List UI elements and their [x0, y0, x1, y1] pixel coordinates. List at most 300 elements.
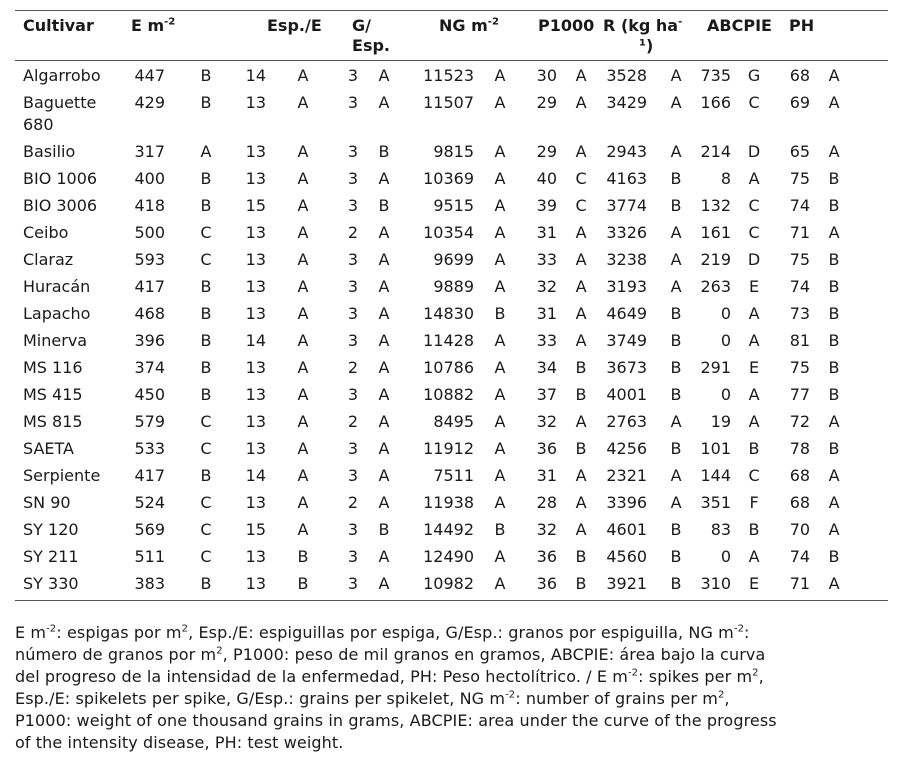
cell-g-esp-letter: A: [378, 331, 390, 350]
cell-esp-e-letter: A: [297, 66, 309, 85]
cell-cultivar: Minerva: [23, 331, 88, 350]
cell-r: 2943: [606, 142, 648, 161]
cell-g-esp: 3: [347, 66, 359, 85]
cell-g-esp-letter: A: [378, 250, 390, 269]
cell-ng-m2: 14492: [423, 520, 475, 539]
cell-g-esp-letter: A: [378, 358, 390, 377]
cell-esp-e-letter: A: [297, 493, 309, 512]
cell-g-esp-letter: A: [378, 277, 390, 296]
cell-esp-e: 13: [245, 412, 266, 431]
cell-ng-m2: 11428: [423, 331, 475, 350]
table-row: [15, 357, 888, 384]
cell-esp-e-letter: B: [297, 574, 309, 593]
cell-r: 4001: [606, 385, 648, 404]
cell-ng-m2: 10786: [423, 358, 475, 377]
footnote-line-4: Esp./E: spikelets per spike, G/Esp.: grains per spikelet, NG $m^{-2}$: number of grains per $m^2$,: [15, 689, 730, 708]
cell-r: 4560: [606, 547, 648, 566]
cell-abcpie-letter: A: [748, 304, 760, 323]
cell-ng-m2-letter: A: [494, 223, 506, 242]
cell-r-letter: B: [670, 574, 682, 593]
cell-ph: 71: [789, 223, 811, 242]
table-footnote: [15, 622, 891, 754]
cell-esp-e-letter: A: [297, 169, 309, 188]
cell-p1000: 32: [536, 520, 558, 539]
cell-g-esp: 3: [347, 574, 359, 593]
cell-ng-m2-letter: A: [494, 385, 506, 404]
cell-ph: 74: [789, 196, 811, 215]
cell-g-esp: 2: [347, 493, 359, 512]
cell-r-letter: A: [670, 493, 682, 512]
table-row: [15, 546, 888, 573]
cell-ng-m2-letter: A: [494, 196, 506, 215]
cell-cultivar: SAETA: [23, 439, 74, 458]
cell-ng-m2: 10354: [423, 223, 475, 242]
cell-ng-m2-letter: A: [494, 331, 506, 350]
cell-esp-e: 13: [245, 547, 266, 566]
cell-p1000-letter: A: [575, 520, 587, 539]
cell-p1000: 36: [536, 439, 558, 458]
row-spacer: [852, 276, 888, 303]
table-row: [15, 303, 888, 330]
cell-ng-m2-letter: A: [494, 412, 506, 431]
cell-e-m2-letter: C: [200, 547, 212, 566]
cell-abcpie: 161: [700, 223, 732, 242]
cell-r: 3528: [606, 66, 648, 85]
row-spacer: [852, 465, 888, 492]
footnote-line-3: del progreso de la intensidad de la enfermedad, PH: Peso hectolítrico. / E $m^{-2}$: spikes per $m^2$,: [15, 667, 764, 686]
table-row: [15, 92, 888, 141]
cell-g-esp: 3: [347, 169, 359, 188]
table-row: [15, 438, 888, 465]
cell-r-letter: A: [670, 66, 682, 85]
cell-g-esp: 3: [347, 304, 359, 323]
row-spacer: [852, 492, 888, 519]
cell-r-letter: B: [670, 331, 682, 350]
cell-ng-m2-letter: A: [494, 547, 506, 566]
cell-ph-letter: A: [828, 142, 840, 161]
cell-p1000: 29: [536, 93, 558, 112]
cell-r: 3396: [606, 493, 648, 512]
cell-g-esp-letter: B: [378, 196, 390, 215]
cell-esp-e: 13: [245, 250, 266, 269]
cell-abcpie-letter: A: [748, 547, 760, 566]
cell-e-m2: 417: [134, 277, 165, 296]
cell-abcpie: 0: [720, 547, 732, 566]
cell-r: 3921: [606, 574, 648, 593]
cell-ng-m2-letter: A: [494, 66, 506, 85]
cell-e-m2-letter: B: [200, 331, 212, 350]
cell-ph: 75: [789, 169, 811, 188]
cell-e-m2: 593: [134, 250, 165, 269]
table-row: [15, 411, 888, 438]
cell-ph: 68: [789, 493, 811, 512]
cell-ng-m2-letter: A: [494, 358, 506, 377]
table-row: [15, 141, 888, 168]
row-spacer: [852, 222, 888, 249]
header-e-m2: E $m^{-2}$: [131, 16, 176, 35]
cell-g-esp-letter: A: [378, 466, 390, 485]
cell-g-esp: 3: [347, 466, 359, 485]
cell-e-m2-letter: C: [200, 412, 212, 431]
cell-r: 3774: [606, 196, 648, 215]
cell-r-letter: B: [670, 547, 682, 566]
cell-abcpie: 144: [700, 466, 732, 485]
cell-abcpie: 263: [700, 277, 732, 296]
cell-r: 3429: [606, 93, 648, 112]
cell-ng-m2: 10882: [423, 385, 475, 404]
cell-r-letter: B: [670, 385, 682, 404]
cell-r-letter: B: [670, 358, 682, 377]
cell-e-m2-letter: C: [200, 223, 212, 242]
cell-p1000-letter: A: [575, 304, 587, 323]
row-spacer: [852, 92, 888, 141]
cell-ng-m2: 11938: [423, 493, 475, 512]
cell-e-m2: 396: [134, 331, 165, 350]
cell-e-m2-letter: C: [200, 439, 212, 458]
cell-abcpie-letter: C: [748, 466, 760, 485]
cell-ph-letter: B: [828, 331, 840, 350]
cell-g-esp: 3: [347, 520, 359, 539]
cell-p1000-letter: C: [575, 169, 587, 188]
cell-g-esp: 3: [347, 277, 359, 296]
cell-esp-e: 13: [245, 169, 266, 188]
cell-abcpie: 101: [700, 439, 732, 458]
cell-ph-letter: B: [828, 196, 840, 215]
cell-ng-m2-letter: B: [494, 304, 506, 323]
cell-p1000-letter: A: [575, 331, 587, 350]
header-p1000: P1000: [538, 16, 595, 35]
cell-e-m2: 418: [134, 196, 165, 215]
cell-esp-e: 13: [245, 93, 266, 112]
cell-e-m2-letter: B: [200, 385, 212, 404]
cell-r: 2763: [606, 412, 648, 431]
cell-p1000-letter: B: [575, 385, 587, 404]
cell-r: 3749: [606, 331, 648, 350]
cell-e-m2: 533: [134, 439, 165, 458]
cell-ph: 70: [789, 520, 811, 539]
cell-ph: 68: [789, 66, 811, 85]
table-row: [15, 276, 888, 303]
cell-p1000-letter: B: [575, 358, 587, 377]
cell-esp-e-letter: A: [297, 142, 309, 161]
cell-g-esp-letter: A: [378, 93, 390, 112]
footnote-line-6: of the intensity disease, PH: test weight.: [15, 733, 344, 752]
cell-esp-e-letter: A: [297, 304, 309, 323]
cell-ph-letter: A: [828, 412, 840, 431]
cell-cultivar: MS 815: [23, 412, 83, 431]
cell-ng-m2-letter: A: [494, 169, 506, 188]
cell-ph-letter: B: [828, 277, 840, 296]
row-spacer: [852, 546, 888, 573]
cell-esp-e: 15: [245, 196, 266, 215]
cell-r-letter: B: [670, 439, 682, 458]
header-esp-e: Esp./E: [267, 16, 322, 35]
cell-ph-letter: B: [828, 358, 840, 377]
cell-r: 3673: [606, 358, 648, 377]
cell-ng-m2-letter: A: [494, 142, 506, 161]
table-row: [15, 465, 888, 492]
cell-e-m2-letter: B: [200, 574, 212, 593]
cell-e-m2: 500: [134, 223, 165, 242]
cell-e-m2: 447: [134, 66, 165, 85]
cell-cultivar: Algarrobo: [23, 66, 101, 85]
cell-e-m2: 383: [134, 574, 165, 593]
cell-g-esp: 3: [347, 196, 359, 215]
cell-abcpie: 735: [700, 66, 732, 85]
cell-p1000-letter: A: [575, 93, 587, 112]
cell-g-esp: 2: [347, 358, 359, 377]
cell-ph: 73: [789, 304, 811, 323]
cell-esp-e-letter: A: [297, 277, 309, 296]
cell-ph-letter: B: [828, 169, 840, 188]
cell-ph-letter: A: [828, 466, 840, 485]
cell-esp-e-letter: A: [297, 520, 309, 539]
cell-p1000: 39: [536, 196, 558, 215]
cell-e-m2: 579: [134, 412, 165, 431]
header-abcpie: ABCPIE: [707, 16, 772, 35]
cell-cultivar: SY 330: [23, 574, 79, 593]
cell-r: 2321: [606, 466, 648, 485]
cell-p1000: 30: [536, 66, 558, 85]
cell-g-esp: 3: [347, 385, 359, 404]
cell-abcpie: 219: [700, 250, 732, 269]
cell-g-esp-letter: A: [378, 304, 390, 323]
cell-p1000: 33: [536, 331, 558, 350]
header-r: R (kg ha- ¹): [603, 16, 683, 55]
cell-g-esp-letter: B: [378, 520, 390, 539]
cell-cultivar: SN 90: [23, 493, 71, 512]
table-row: [15, 384, 888, 411]
cell-r-letter: A: [670, 93, 682, 112]
table-row: [15, 195, 888, 222]
cell-g-esp-letter: A: [378, 169, 390, 188]
cell-ph: 69: [789, 93, 811, 112]
cell-cultivar: MS 116: [23, 358, 83, 377]
table-row: [15, 61, 888, 93]
cell-esp-e: 13: [245, 574, 266, 593]
cell-ng-m2: 11507: [423, 93, 475, 112]
cell-p1000: 32: [536, 277, 558, 296]
cell-esp-e-letter: A: [297, 93, 309, 112]
cell-ng-m2: 10982: [423, 574, 475, 593]
cell-cultivar: Huracán: [23, 277, 91, 296]
cell-g-esp-letter: B: [378, 142, 390, 161]
cell-g-esp: 3: [347, 547, 359, 566]
cell-ng-m2-letter: A: [494, 277, 506, 296]
cell-abcpie-letter: A: [748, 169, 760, 188]
table-row: [15, 573, 888, 601]
cell-p1000: 31: [536, 223, 558, 242]
cell-abcpie-letter: C: [748, 223, 760, 242]
cell-ng-m2-letter: A: [494, 250, 506, 269]
cell-abcpie: 0: [720, 304, 732, 323]
cell-ng-m2: 11912: [423, 439, 475, 458]
cell-r-letter: A: [670, 223, 682, 242]
cell-esp-e-letter: A: [297, 412, 309, 431]
cell-abcpie-letter: C: [748, 196, 760, 215]
table-row: [15, 519, 888, 546]
cell-p1000-letter: A: [575, 66, 587, 85]
footnote-line-2: número de granos por $m^2$, P1000: peso de mil granos en gramos, ABCPIE: área bajo la curva: [15, 645, 766, 664]
cell-cultivar: Baguette 680: [23, 93, 97, 134]
row-spacer: [852, 168, 888, 195]
cell-p1000: 40: [536, 169, 558, 188]
cell-ng-m2: 11523: [423, 66, 475, 85]
cell-r-letter: B: [670, 196, 682, 215]
cell-p1000-letter: C: [575, 196, 587, 215]
cell-abcpie-letter: F: [749, 493, 759, 512]
cell-abcpie-letter: D: [747, 250, 761, 269]
cell-abcpie: 0: [720, 331, 732, 350]
cell-r-letter: A: [670, 250, 682, 269]
cell-ph-letter: B: [828, 439, 840, 458]
cell-ng-m2-letter: A: [494, 493, 506, 512]
cell-g-esp-letter: A: [378, 493, 390, 512]
cell-abcpie: 291: [700, 358, 732, 377]
cell-r: 3238: [606, 250, 648, 269]
table-row: [15, 330, 888, 357]
cell-ng-m2: 10369: [423, 169, 475, 188]
cell-r: 4601: [606, 520, 648, 539]
header-g-esp: G/ Esp.: [352, 16, 390, 55]
cell-esp-e-letter: A: [297, 358, 309, 377]
cell-abcpie-letter: C: [748, 93, 760, 112]
cell-r: 4256: [606, 439, 648, 458]
cell-abcpie: 310: [700, 574, 732, 593]
cell-esp-e-letter: A: [297, 223, 309, 242]
cell-ph-letter: A: [828, 493, 840, 512]
cell-r: 4649: [606, 304, 648, 323]
footnote-line-5: P1000: weight of one thousand grains in grams, ABCPIE: area under the curve of the progress: [15, 711, 777, 730]
cell-r-letter: B: [670, 169, 682, 188]
cell-abcpie-letter: D: [747, 142, 761, 161]
cell-ph: 74: [789, 547, 811, 566]
cell-abcpie-letter: G: [747, 66, 761, 85]
cell-cultivar: MS 415: [23, 385, 83, 404]
cultivar-results-table: [15, 10, 888, 601]
cell-e-m2-letter: B: [200, 66, 212, 85]
cell-ph: 78: [789, 439, 811, 458]
cell-g-esp-letter: A: [378, 439, 390, 458]
cell-ng-m2: 9515: [433, 196, 475, 215]
cell-g-esp-letter: A: [378, 66, 390, 85]
cell-g-esp-letter: A: [378, 385, 390, 404]
cell-cultivar: SY 211: [23, 547, 79, 566]
cell-cultivar: BIO 3006: [23, 196, 98, 215]
header-cultivar: Cultivar: [23, 16, 94, 35]
cell-ph-letter: B: [828, 250, 840, 269]
cell-g-esp: 3: [347, 331, 359, 350]
cell-r-letter: B: [670, 520, 682, 539]
cell-e-m2-letter: B: [200, 277, 212, 296]
cell-e-m2-letter: B: [200, 466, 212, 485]
cell-esp-e: 13: [245, 358, 266, 377]
cell-abcpie-letter: A: [748, 385, 760, 404]
row-spacer: [852, 573, 888, 601]
cell-abcpie: 132: [700, 196, 732, 215]
cell-esp-e: 14: [245, 331, 266, 350]
cell-ng-m2: 9815: [433, 142, 475, 161]
cell-ng-m2-letter: A: [494, 574, 506, 593]
cell-e-m2-letter: B: [200, 358, 212, 377]
cell-ph-letter: A: [828, 520, 840, 539]
cell-esp-e: 13: [245, 142, 266, 161]
cell-r: 4163: [606, 169, 648, 188]
cell-ph: 75: [789, 250, 811, 269]
cell-ph-letter: A: [828, 66, 840, 85]
cell-esp-e-letter: A: [297, 385, 309, 404]
cell-cultivar: Lapacho: [23, 304, 91, 323]
cell-e-m2: 468: [134, 304, 165, 323]
cell-cultivar: Ceibo: [23, 223, 69, 242]
cell-abcpie-letter: E: [748, 358, 760, 377]
cell-r-letter: A: [670, 412, 682, 431]
cell-p1000: 37: [536, 385, 558, 404]
cell-ng-m2-letter: A: [494, 466, 506, 485]
cell-ng-m2: 9699: [433, 250, 475, 269]
cell-cultivar: Basilio: [23, 142, 76, 161]
cell-abcpie: 0: [720, 385, 732, 404]
cell-abcpie-letter: E: [748, 277, 760, 296]
cell-ph-letter: A: [828, 93, 840, 112]
cell-p1000-letter: B: [575, 439, 587, 458]
cell-esp-e-letter: A: [297, 439, 309, 458]
cell-esp-e-letter: A: [297, 331, 309, 350]
table-row: [15, 168, 888, 195]
cell-abcpie: 8: [720, 169, 732, 188]
cell-e-m2: 429: [134, 93, 165, 112]
cell-p1000-letter: B: [575, 547, 587, 566]
cell-ng-m2: 12490: [423, 547, 475, 566]
cell-g-esp-letter: A: [378, 547, 390, 566]
table-row: [15, 249, 888, 276]
cell-e-m2-letter: A: [200, 142, 212, 161]
cell-esp-e: 14: [245, 66, 266, 85]
cell-e-m2-letter: C: [200, 250, 212, 269]
cell-ph: 72: [789, 412, 811, 431]
footnote-line-1: E $m^{-2}$: espigas por $m^2$, Esp./E: espiguillas por espiga, G/Esp.: granos por espiguilla, NG $m^{-2}$:: [15, 623, 750, 642]
cell-p1000-letter: A: [575, 493, 587, 512]
cell-p1000: 32: [536, 412, 558, 431]
row-spacer: [852, 303, 888, 330]
cell-esp-e: 13: [245, 223, 266, 242]
cell-e-m2-letter: C: [200, 493, 212, 512]
cell-ph-letter: B: [828, 304, 840, 323]
cell-e-m2-letter: B: [200, 304, 212, 323]
cell-e-m2: 524: [134, 493, 165, 512]
cell-r-letter: A: [670, 277, 682, 296]
cell-ng-m2: 8495: [433, 412, 475, 431]
cell-abcpie: 214: [700, 142, 732, 161]
cell-ph: 71: [789, 574, 811, 593]
cell-g-esp-letter: A: [378, 412, 390, 431]
cell-p1000: 36: [536, 547, 558, 566]
cell-g-esp: 3: [347, 250, 359, 269]
row-spacer: [852, 357, 888, 384]
cell-cultivar: Serpiente: [23, 466, 101, 485]
cell-ph-letter: B: [828, 385, 840, 404]
cell-g-esp: 2: [347, 223, 359, 242]
header-row: [15, 11, 888, 61]
cell-esp-e: 13: [245, 439, 266, 458]
row-spacer: [852, 438, 888, 465]
row-spacer: [852, 384, 888, 411]
cell-abcpie-letter: A: [748, 412, 760, 431]
table-header: [15, 11, 888, 61]
cell-ph: 68: [789, 466, 811, 485]
cell-esp-e: 13: [245, 385, 266, 404]
cell-g-esp: 2: [347, 412, 359, 431]
